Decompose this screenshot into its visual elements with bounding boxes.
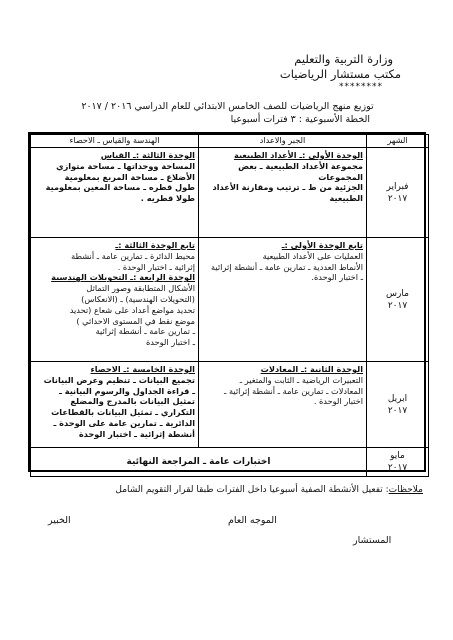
header-algebra: الجبر والاعداد: [199, 135, 367, 148]
notes-text: : تفعيل الأنشطة الصفية أسبوعيا داخل الفترات طبقا لقرار التقويم الشامل: [115, 485, 389, 495]
table-row: [31, 362, 429, 448]
letterhead: [35, 52, 415, 92]
ministry-name: وزارة التربية والتعليم: [294, 52, 393, 66]
table-header-row: [31, 135, 429, 148]
signatures: [28, 515, 426, 555]
month-cell: مايو ٢٠١٧: [367, 448, 429, 477]
geometry-cell: الوحدة الخامسة :ـ الاحصاء تجميع البيانات ـ تنظيم وعرض البيانات ـ قراءة الجداول والرسوم البيانية ـ تمثيل البيانات بالمدرج والمضلع التكراري ـ تمثيل البيانات بالقطاعات الدائرية ـ تمارين عامة على الوحدة ـ أنشطة إثرائية ـ اختبار الوحدة: [31, 362, 199, 448]
header-month: الشهر: [367, 135, 429, 148]
header-geometry: الهندسة والقياس ـ الاحصاء: [31, 135, 199, 148]
final-review-cell: اختبارات عامة ـ المراجعة النهائية: [31, 448, 367, 477]
notes: [28, 485, 423, 495]
month-cell: فبراير ٢٠١٧: [367, 148, 429, 238]
geometry-cell: الوحدة الثالثة :ـ القياس المساحة ووحداتها ـ مساحة متوازي الأضلاع ـ مساحة المربع بمعلومية طول قطره ـ مساحة المعين بمعلومية طولا قطريه .: [31, 148, 199, 238]
curriculum-title: توزيع منهج الرياضيات للصف الخامس الابتدائي للعام الدراسي ٢٠١٦ / ٢٠١٧: [81, 101, 374, 112]
signature-consultant: المستشار: [353, 535, 392, 546]
geometry-cell: تابع الوحدة الثالثة :ـ محيط الدائرة ـ تمارين عامة ـ أنشطة إثرائية ـ اختبار الوحدة . الوحدة الرابعة :ـ التحويلات الهندسية الأشكال المتطابقة وصور التماثل (التحويلات الهندسية) ـ (الانعكاس) تحديد مواضع أعداد على شعاع (تحديد موضع نقط في المستوى الاحداثي ) ـ تمارين عامة ـ أنشطة إثرائية ـ اختبار الوحدة: [31, 238, 199, 362]
curriculum-table: [28, 132, 426, 472]
star-divider: ********: [339, 82, 383, 92]
signature-expert: الخبير: [48, 515, 71, 526]
month-cell: ابريل ٢٠١٧: [367, 362, 429, 448]
table-row: [31, 148, 429, 238]
weekly-plan-line: الخطة الأسبوعية : ٣ فترات أسبوعيا: [230, 114, 370, 125]
algebra-cell: الوحدة الثانية :ـ المعادلات التعبيرات الرياضية ـ الثابت والمتغير ـ المعادلات ـ تمارين عامة ـ أنشطة إثرائية ـ اختبار الوحدة .: [199, 362, 367, 448]
month-cell: مارس ٢٠١٧: [367, 238, 429, 362]
signature-supervisor: الموجه العام: [228, 515, 277, 526]
notes-label: ملاحظات: [388, 485, 423, 495]
algebra-cell: الوحدة الأولى :ـ الأعداد الطبيعية مجموعة الأعداد الطبيعية ـ بعض المجموعات الجزئية من ط ـ ترتيب ومقارنة الأعداد الطبيعية: [199, 148, 367, 238]
office-name: مكتب مستشار الرياضيات: [279, 67, 401, 81]
table-row: [31, 238, 429, 362]
table-row: [31, 448, 429, 477]
algebra-cell: تابع الوحدة الأولى :ـ العمليات على الأعداد الطبيعية الأنماط العددية ـ تمارين عامة ـ أنشطة إثرائية ـ اختبار الوحدة.: [199, 238, 367, 362]
document-subtitle: [30, 100, 425, 126]
